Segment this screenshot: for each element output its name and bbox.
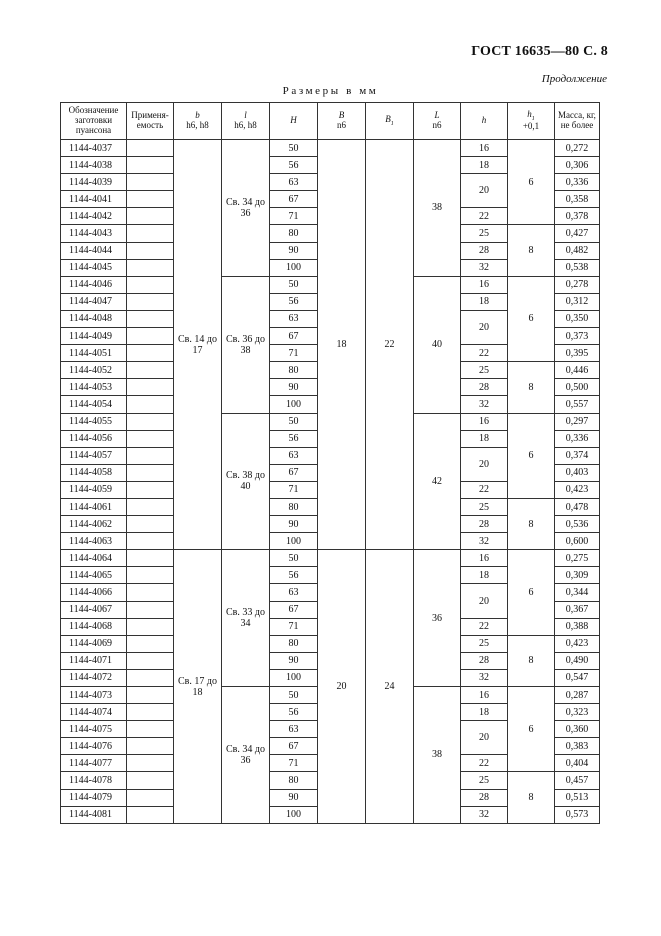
applicability-cell [127,601,174,618]
B-cell: 18 [318,140,366,550]
L-cell: 38 [414,140,461,277]
designation-cell: 1144-4053 [61,379,127,396]
mass-cell: 0,446 [555,362,600,379]
designation-cell: 1144-4047 [61,293,127,310]
applicability-cell [127,259,174,276]
designation-cell: 1144-4048 [61,310,127,327]
h1-cell: 8 [508,772,555,823]
mass-cell: 0,538 [555,259,600,276]
applicability-cell [127,772,174,789]
designation-cell: 1144-4063 [61,533,127,550]
col-b: b h6, h8 [174,103,222,140]
h1-cell: 6 [508,550,555,635]
h-cell: 18 [461,430,508,447]
h1-cell: 8 [508,635,555,686]
designation-cell: 1144-4065 [61,567,127,584]
designation-cell: 1144-4038 [61,157,127,174]
H-cell: 56 [270,704,318,721]
h-cell: 20 [461,174,508,208]
h-cell: 25 [461,635,508,652]
applicability-cell [127,140,174,157]
h-cell: 25 [461,498,508,515]
h-cell: 16 [461,276,508,293]
applicability-cell [127,755,174,772]
h1-cell: 8 [508,498,555,549]
mass-cell: 0,275 [555,550,600,567]
h-cell: 32 [461,806,508,823]
H-cell: 67 [270,601,318,618]
H-cell: 56 [270,567,318,584]
applicability-cell [127,276,174,293]
applicability-cell [127,191,174,208]
H-cell: 80 [270,362,318,379]
col-H: H [270,103,318,140]
mass-cell: 0,312 [555,293,600,310]
designation-cell: 1144-4076 [61,738,127,755]
designation-cell: 1144-4043 [61,225,127,242]
applicability-cell [127,310,174,327]
mass-cell: 0,513 [555,789,600,806]
h-cell: 32 [461,259,508,276]
applicability-cell [127,567,174,584]
h1-cell: 6 [508,276,555,361]
h-cell: 16 [461,550,508,567]
H-cell: 50 [270,413,318,430]
mass-cell: 0,500 [555,379,600,396]
mass-cell: 0,278 [555,276,600,293]
applicability-cell [127,652,174,669]
mass-cell: 0,350 [555,310,600,327]
applicability-cell [127,379,174,396]
continuation-label: Продолжение [541,73,607,85]
h-cell: 28 [461,379,508,396]
h1-cell: 6 [508,687,555,772]
mass-cell: 0,573 [555,806,600,823]
l-cell: Св. 38 до 40 [222,413,270,550]
H-cell: 63 [270,721,318,738]
h-cell: 32 [461,533,508,550]
l-cell: Св. 34 до 36 [222,140,270,277]
applicability-cell [127,157,174,174]
B-cell: 20 [318,550,366,824]
mass-cell: 0,404 [555,755,600,772]
designation-cell: 1144-4042 [61,208,127,225]
applicability-cell [127,669,174,686]
designation-cell: 1144-4062 [61,516,127,533]
H-cell: 100 [270,396,318,413]
table-header-row [61,103,600,140]
H-cell: 100 [270,533,318,550]
h-cell: 32 [461,669,508,686]
mass-cell: 0,344 [555,584,600,601]
applicability-cell [127,618,174,635]
designation-cell: 1144-4066 [61,584,127,601]
designation-cell: 1144-4054 [61,396,127,413]
H-cell: 63 [270,310,318,327]
mass-cell: 0,336 [555,430,600,447]
H-cell: 90 [270,242,318,259]
col-L: L n6 [414,103,461,140]
H-cell: 56 [270,293,318,310]
l-cell: Св. 33 до 34 [222,550,270,687]
mass-cell: 0,297 [555,413,600,430]
H-cell: 50 [270,687,318,704]
designation-cell: 1144-4046 [61,276,127,293]
mass-cell: 0,373 [555,328,600,345]
h-cell: 22 [461,208,508,225]
applicability-cell [127,430,174,447]
designation-cell: 1144-4045 [61,259,127,276]
h-cell: 28 [461,652,508,669]
mass-cell: 0,536 [555,516,600,533]
col-mass: Масса, кг, не более [555,103,600,140]
mass-cell: 0,358 [555,191,600,208]
sizes-caption: Размеры в мм [282,85,379,97]
H-cell: 90 [270,379,318,396]
designation-cell: 1144-4044 [61,242,127,259]
h-cell: 18 [461,567,508,584]
H-cell: 80 [270,498,318,515]
B1-cell: 22 [366,140,414,550]
H-cell: 63 [270,447,318,464]
applicability-cell [127,687,174,704]
applicability-cell [127,396,174,413]
mass-cell: 0,323 [555,704,600,721]
applicability-cell [127,789,174,806]
h-cell: 22 [461,481,508,498]
mass-cell: 0,309 [555,567,600,584]
H-cell: 63 [270,174,318,191]
designation-cell: 1144-4051 [61,345,127,362]
designation-cell: 1144-4075 [61,721,127,738]
designation-cell: 1144-4077 [61,755,127,772]
L-cell: 40 [414,276,461,413]
mass-cell: 0,423 [555,635,600,652]
h-cell: 20 [461,447,508,481]
designation-cell: 1144-4039 [61,174,127,191]
applicability-cell [127,293,174,310]
designation-cell: 1144-4072 [61,669,127,686]
H-cell: 80 [270,635,318,652]
designation-cell: 1144-4073 [61,687,127,704]
H-cell: 90 [270,652,318,669]
col-h: h [461,103,508,140]
designation-cell: 1144-4037 [61,140,127,157]
col-B1: $B_1$ [366,103,414,140]
mass-cell: 0,306 [555,157,600,174]
H-cell: 67 [270,328,318,345]
col-h1: $h_1$ +0,1 [508,103,555,140]
designation-cell: 1144-4052 [61,362,127,379]
mass-cell: 0,482 [555,242,600,259]
col-B: B n6 [318,103,366,140]
designation-cell: 1144-4056 [61,430,127,447]
l-cell: Св. 36 до 38 [222,276,270,413]
designation-cell: 1144-4081 [61,806,127,823]
col-l: l h6, h8 [222,103,270,140]
H-cell: 56 [270,430,318,447]
mass-cell: 0,378 [555,208,600,225]
h1-cell: 8 [508,225,555,276]
H-cell: 100 [270,806,318,823]
applicability-cell [127,225,174,242]
mass-cell: 0,490 [555,652,600,669]
h-cell: 22 [461,755,508,772]
designation-cell: 1144-4064 [61,550,127,567]
L-cell: 36 [414,550,461,687]
L-cell: 38 [414,687,461,824]
designation-cell: 1144-4058 [61,464,127,481]
h-cell: 22 [461,345,508,362]
applicability-cell [127,635,174,652]
h-cell: 20 [461,721,508,755]
H-cell: 80 [270,225,318,242]
applicability-cell [127,533,174,550]
designation-cell: 1144-4055 [61,413,127,430]
h-cell: 18 [461,293,508,310]
mass-cell: 0,336 [555,174,600,191]
col-designation: Обозначение заготовки пуансона [61,103,127,140]
applicability-cell [127,174,174,191]
applicability-cell [127,345,174,362]
mass-cell: 0,600 [555,533,600,550]
h-cell: 18 [461,157,508,174]
h1-cell: 6 [508,140,555,225]
mass-cell: 0,287 [555,687,600,704]
h1-cell: 6 [508,413,555,498]
H-cell: 71 [270,481,318,498]
mass-cell: 0,457 [555,772,600,789]
applicability-cell [127,413,174,430]
designation-cell: 1144-4041 [61,191,127,208]
H-cell: 67 [270,464,318,481]
h-cell: 32 [461,396,508,413]
h-cell: 28 [461,789,508,806]
mass-cell: 0,423 [555,481,600,498]
B1-cell: 24 [366,550,414,824]
mass-cell: 0,427 [555,225,600,242]
applicability-cell [127,481,174,498]
h-cell: 18 [461,704,508,721]
H-cell: 90 [270,516,318,533]
H-cell: 71 [270,345,318,362]
H-cell: 71 [270,208,318,225]
H-cell: 71 [270,755,318,772]
designation-cell: 1144-4078 [61,772,127,789]
applicability-cell [127,328,174,345]
col-applicability: Применя- емость [127,103,174,140]
h1-cell: 8 [508,362,555,413]
H-cell: 90 [270,789,318,806]
h-cell: 20 [461,584,508,618]
b-cell: Св. 17 до 18 [174,550,222,824]
l-cell: Св. 34 до 36 [222,687,270,824]
mass-cell: 0,383 [555,738,600,755]
punch-blank-table [60,102,600,824]
mass-cell: 0,360 [555,721,600,738]
H-cell: 56 [270,157,318,174]
mass-cell: 0,403 [555,464,600,481]
applicability-cell [127,362,174,379]
mass-cell: 0,388 [555,618,600,635]
applicability-cell [127,806,174,823]
mass-cell: 0,547 [555,669,600,686]
H-cell: 63 [270,584,318,601]
H-cell: 71 [270,618,318,635]
h-cell: 28 [461,516,508,533]
L-cell: 42 [414,413,461,550]
designation-cell: 1144-4059 [61,481,127,498]
applicability-cell [127,464,174,481]
H-cell: 100 [270,669,318,686]
designation-cell: 1144-4067 [61,601,127,618]
designation-cell: 1144-4069 [61,635,127,652]
designation-cell: 1144-4074 [61,704,127,721]
table-row [61,140,600,157]
standard-header: ГОСТ 16635—80 С. 8 [471,44,608,59]
h-cell: 25 [461,772,508,789]
applicability-cell [127,738,174,755]
mass-cell: 0,367 [555,601,600,618]
b-cell: Св. 14 до 17 [174,140,222,550]
h-cell: 22 [461,618,508,635]
h-cell: 16 [461,413,508,430]
h-cell: 25 [461,225,508,242]
h-cell: 16 [461,687,508,704]
H-cell: 100 [270,259,318,276]
h-cell: 20 [461,310,508,344]
applicability-cell [127,550,174,567]
designation-cell: 1144-4061 [61,498,127,515]
h-cell: 28 [461,242,508,259]
h-cell: 16 [461,140,508,157]
applicability-cell [127,721,174,738]
applicability-cell [127,242,174,259]
H-cell: 50 [270,550,318,567]
H-cell: 50 [270,276,318,293]
h-cell: 25 [461,362,508,379]
H-cell: 80 [270,772,318,789]
H-cell: 67 [270,738,318,755]
designation-cell: 1144-4071 [61,652,127,669]
applicability-cell [127,447,174,464]
mass-cell: 0,395 [555,345,600,362]
H-cell: 67 [270,191,318,208]
applicability-cell [127,704,174,721]
applicability-cell [127,516,174,533]
designation-cell: 1144-4049 [61,328,127,345]
mass-cell: 0,557 [555,396,600,413]
mass-cell: 0,374 [555,447,600,464]
applicability-cell [127,208,174,225]
applicability-cell [127,498,174,515]
mass-cell: 0,478 [555,498,600,515]
applicability-cell [127,584,174,601]
designation-cell: 1144-4057 [61,447,127,464]
table-row [61,550,600,567]
designation-cell: 1144-4068 [61,618,127,635]
H-cell: 50 [270,140,318,157]
designation-cell: 1144-4079 [61,789,127,806]
mass-cell: 0,272 [555,140,600,157]
